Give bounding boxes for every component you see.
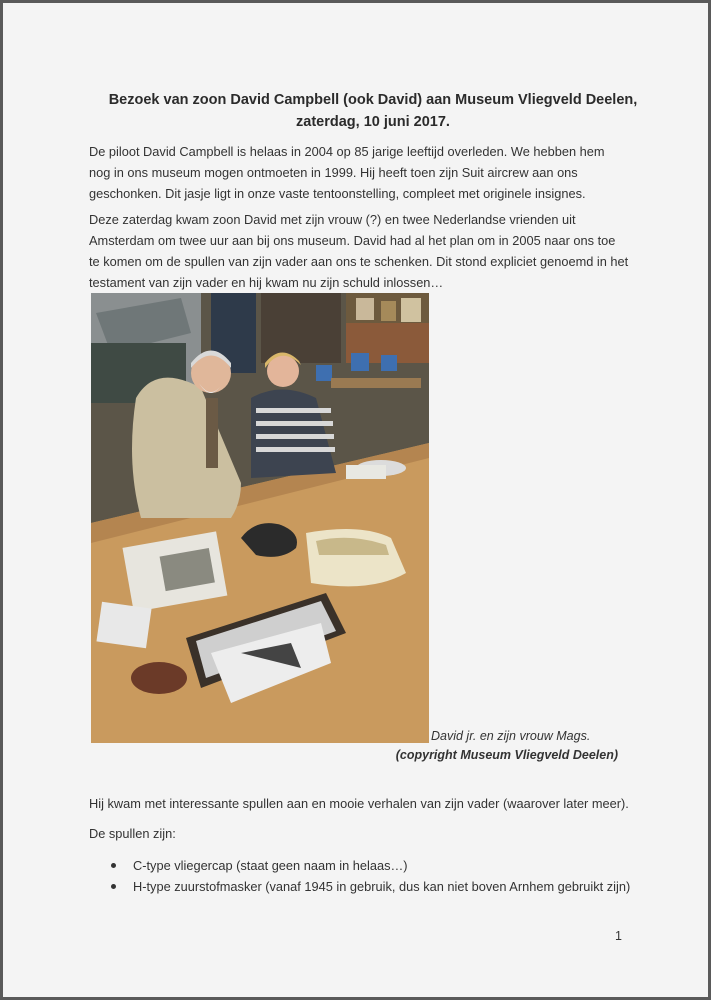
paragraph-stories: Hij kwam met interessante spullen aan en mooie verhalen van zijn vader (waarover later meer).	[89, 796, 629, 811]
bullet-icon	[111, 884, 116, 889]
title-line-2: zaterdag, 10 juni 2017.	[296, 114, 450, 130]
title-line-1: Bezoek van zoon David Campbell (ook David) aan Museum Vliegveld Deelen,	[108, 92, 638, 108]
document-title	[93, 89, 653, 133]
page-number: 1	[615, 929, 622, 943]
list-item: C-type vliegercap (staat geen naam in helaas…)	[111, 855, 630, 876]
items-list	[111, 855, 630, 897]
bullet-icon	[111, 863, 116, 868]
paragraph-visit: Deze zaterdag kwam zoon David met zijn vrouw (?) en twee Nederlandse vrienden uit Amsterdam om twee uur aan bij ons museum. David had al het plan om in 2005 naar ons toe te komen om de spullen van zijn vader aan ons te schenken. Dit stond expliciet genoemd in het testament van zijn vader en hij kwam nu zijn schuld inlossen…	[89, 212, 629, 290]
paragraph-items-intro: De spullen zijn:	[89, 826, 176, 841]
museum-visit-photo	[91, 293, 429, 743]
photo-caption: David jr. en zijn vrouw Mags.	[431, 729, 591, 743]
paragraph-intro: De piloot David Campbell is helaas in 2004 op 85 jarige leeftijd overleden. We hebben hem nog in ons museum mogen ontmoeten in 1999. Hij heeft toen zijn Suit aircrew aan ons geschonken. Dit jasje ligt in onze vaste tentoonstelling, compleet met originele insignes.	[89, 144, 605, 201]
photo-copyright: (copyright Museum Vliegveld Deelen)	[395, 748, 618, 762]
list-item: H-type zuurstofmasker (vanaf 1945 in gebruik, dus kan niet boven Arnhem gebruikt zijn)	[111, 876, 630, 897]
document-page	[3, 3, 708, 997]
